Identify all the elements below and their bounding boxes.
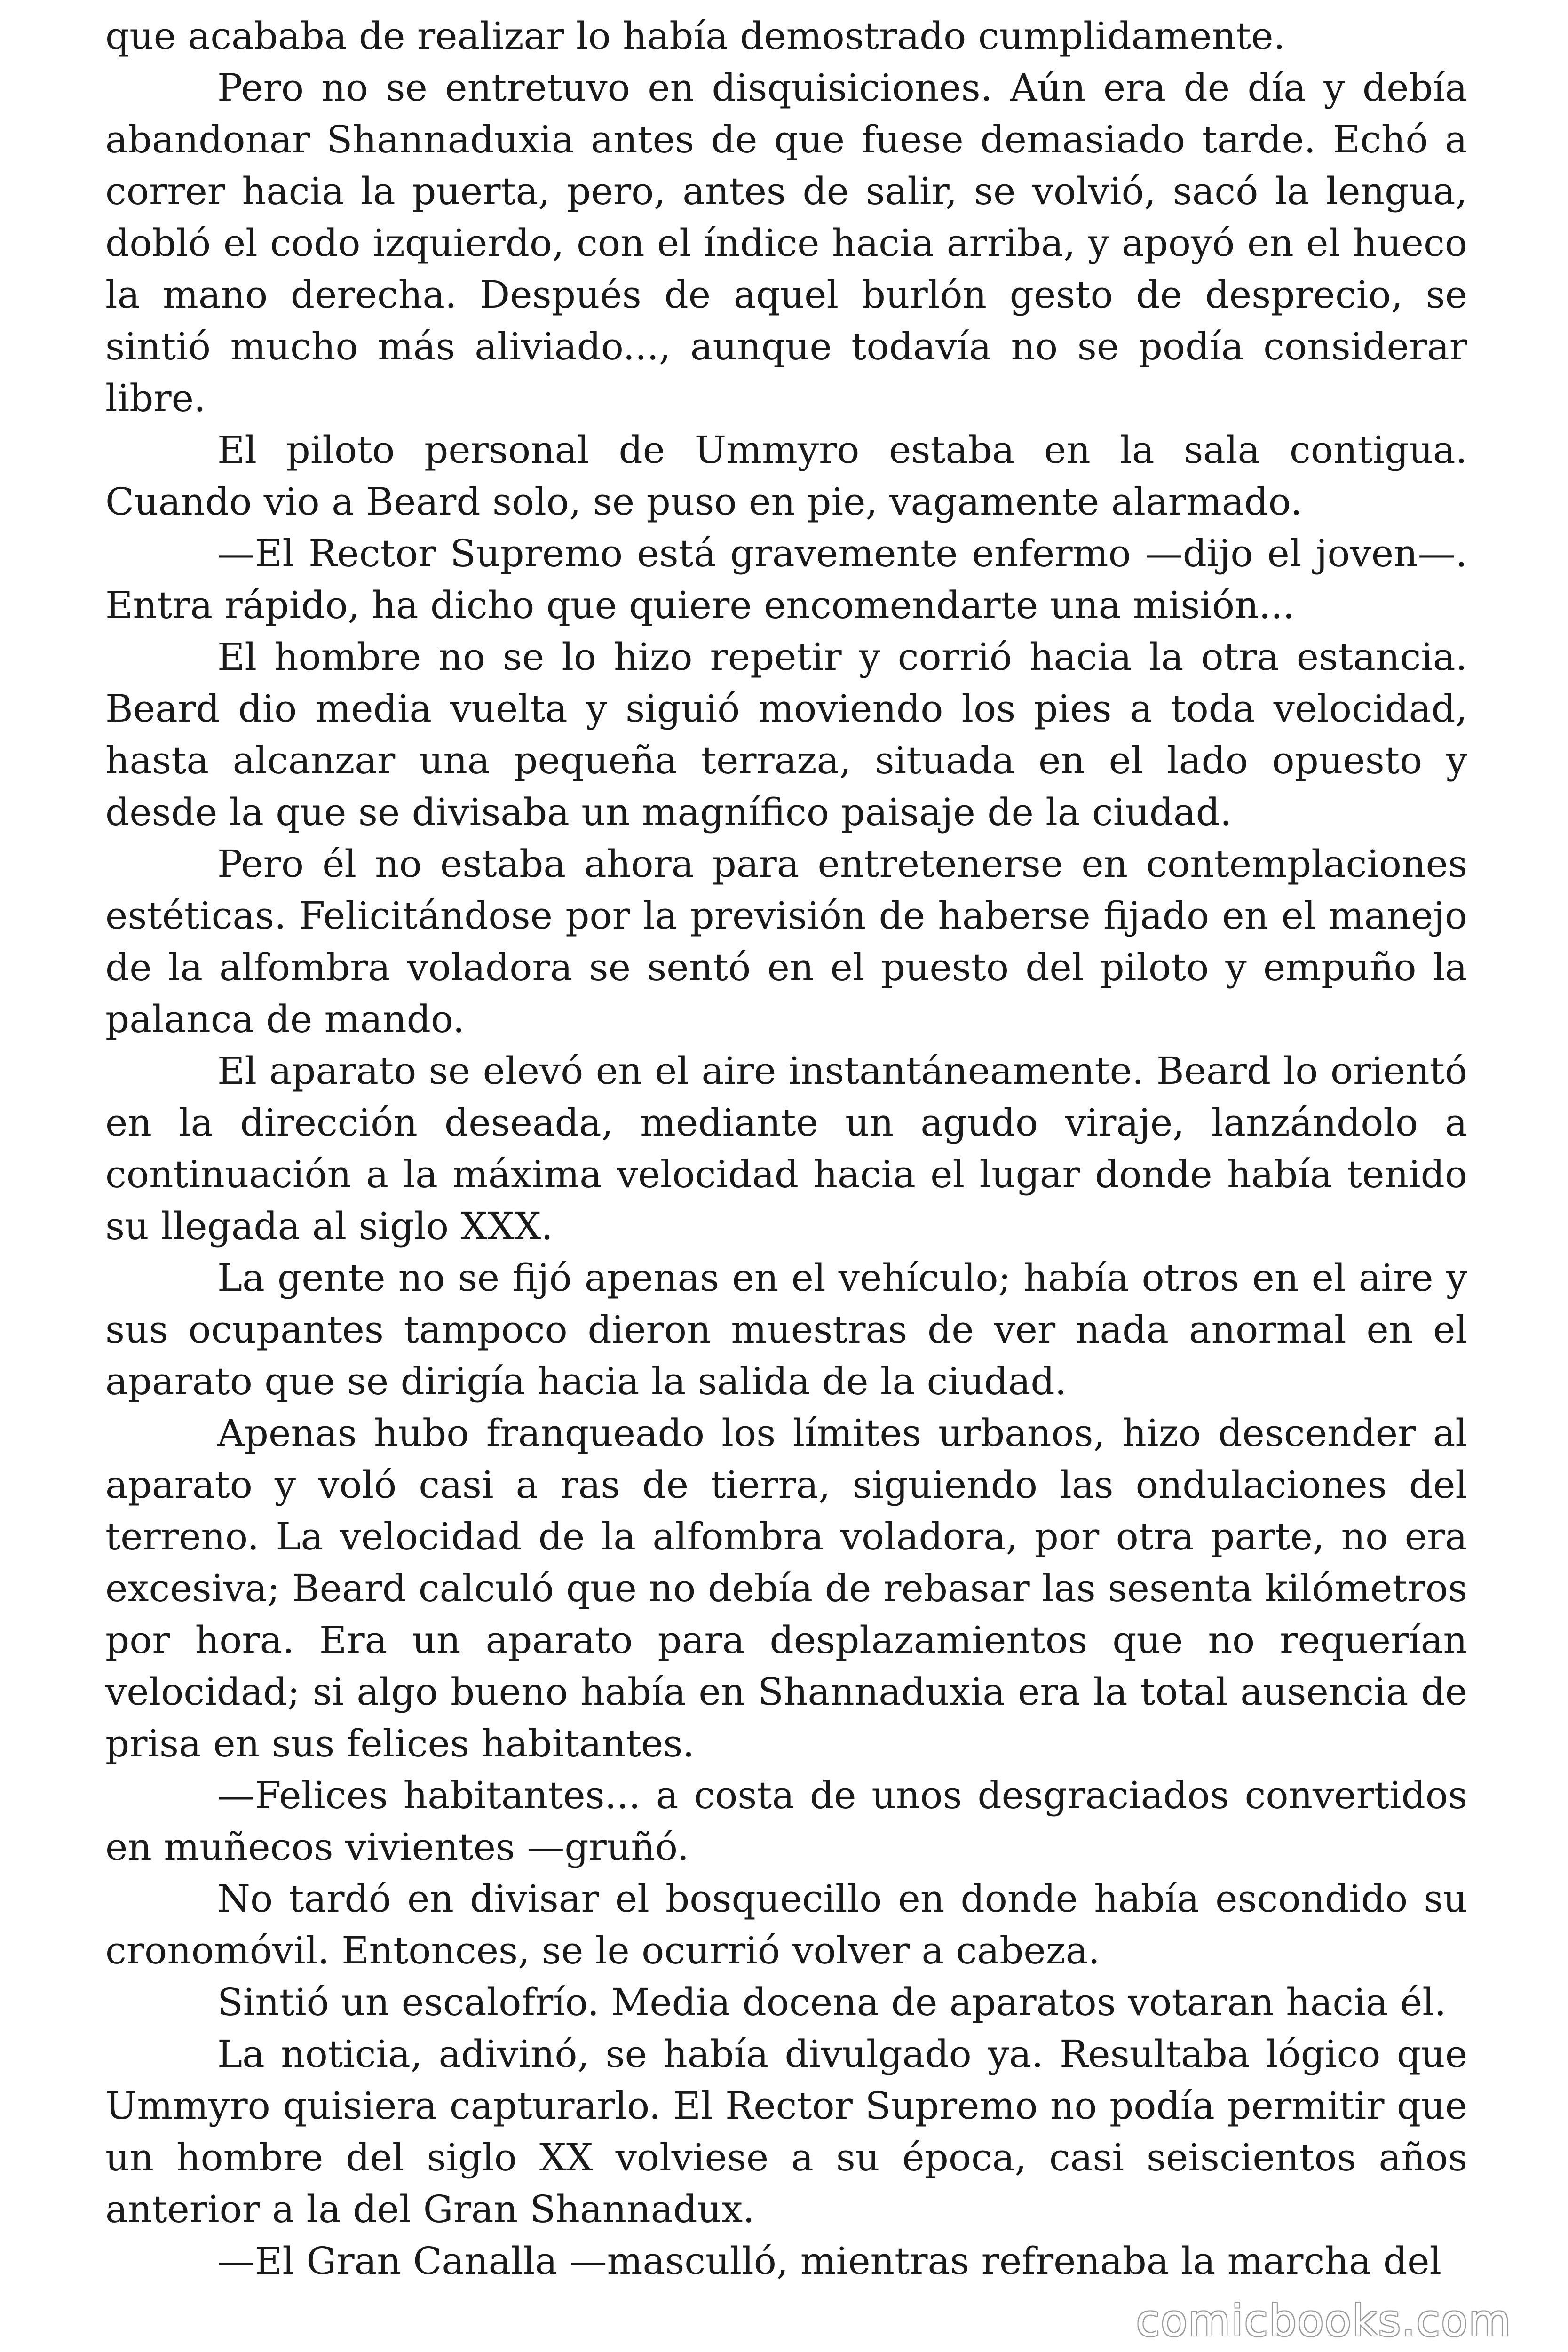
paragraph-continuation: que acababa de realizar lo había demostrado cumplidamente. (105, 14, 1285, 58)
watermark-logo: comicbooks.com (1136, 2296, 1512, 2346)
dialogue-paragraph: —Felices habitantes... a costa de unos desgraciados convertidos en muñecos vivientes —gruñó. (105, 1773, 1467, 1869)
paragraph: El piloto personal de Ummyro estaba en la sala contigua. Cuando vio a Beard solo, se puso en pie, vagamente alarmado. (105, 428, 1467, 524)
paragraph: La gente no se fijó apenas en el vehículo; había otros en el aire y sus ocupantes tampoco dieron muestras de ver nada anormal en el aparato que se dirigía hacia la salida de la ciudad. (105, 1256, 1467, 1403)
dialogue-paragraph: —El Gran Canalla —masculló, mientras refrenaba la marcha del (217, 2239, 1442, 2283)
book-page-text (105, 10, 1467, 2287)
paragraph: Pero no se entretuvo en disquisiciones. Aún era de día y debía abandonar Shannaduxia antes de que fuese demasiado tarde. Echó a correr hacia la puerta, pero, antes de salir, se volvió, sacó la lengua, dobló el codo izquierdo, con el índice hacia arriba, y apoyó en el hueco la mano derecha. Después de aquel burlón gesto de desprecio, se sintió mucho más aliviado..., aunque todavía no se podía considerar libre. (105, 66, 1467, 420)
paragraph: El aparato se elevó en el aire instantáneamente. Beard lo orientó en la dirección deseada, mediante un agudo viraje, lanzándolo a continuación a la máxima velocidad hacia el lugar donde había tenido su llegada al siglo XXX. (105, 1049, 1467, 1248)
paragraph: El hombre no se lo hizo repetir y corrió hacia la otra estancia. Beard dio media vuelta y siguió moviendo los pies a toda velocidad, hasta alcanzar una pequeña terraza, situada en el lado opuesto y desde la que se divisaba un magnífico paisaje de la ciudad. (105, 635, 1467, 834)
paragraph: Apenas hubo franqueado los límites urbanos, hizo descender al aparato y voló casi a ras de tierra, siguiendo las ondulaciones del terreno. La velocidad de la alfombra voladora, por otra parte, no era excesiva; Beard calculó que no debía de rebasar las sesenta kilómetros por hora. Era un aparato para desplazamientos que no requerían velocidad; si algo bueno había en Shannaduxia era la total ausencia de prisa en sus felices habitantes. (105, 1411, 1467, 1765)
paragraph: No tardó en divisar el bosquecillo en donde había escondido su cronomóvil. Entonces, se le ocurrió volver a cabeza. (105, 1877, 1467, 1972)
paragraph: Pero él no estaba ahora para entretenerse en contemplaciones estéticas. Felicitándose por la previsión de haberse fijado en el manejo de la alfombra voladora se sentó en el puesto del piloto y empuño la palanca de mando. (105, 842, 1467, 1041)
paragraph: Sintió un escalofrío. Media docena de aparatos votaran hacia él. (217, 1980, 1447, 2024)
dialogue-paragraph: —El Rector Supremo está gravemente enfermo —dijo el joven—. Entra rápido, ha dicho que quiere encomendarte una misión... (105, 532, 1467, 627)
paragraph: La noticia, adivinó, se había divulgado ya. Resultaba lógico que Ummyro quisiera capturarlo. El Rector Supremo no podía permitir que un hombre del siglo XX volviese a su época, casi seiscientos años anterior a la del Gran Shannadux. (105, 2032, 1467, 2231)
